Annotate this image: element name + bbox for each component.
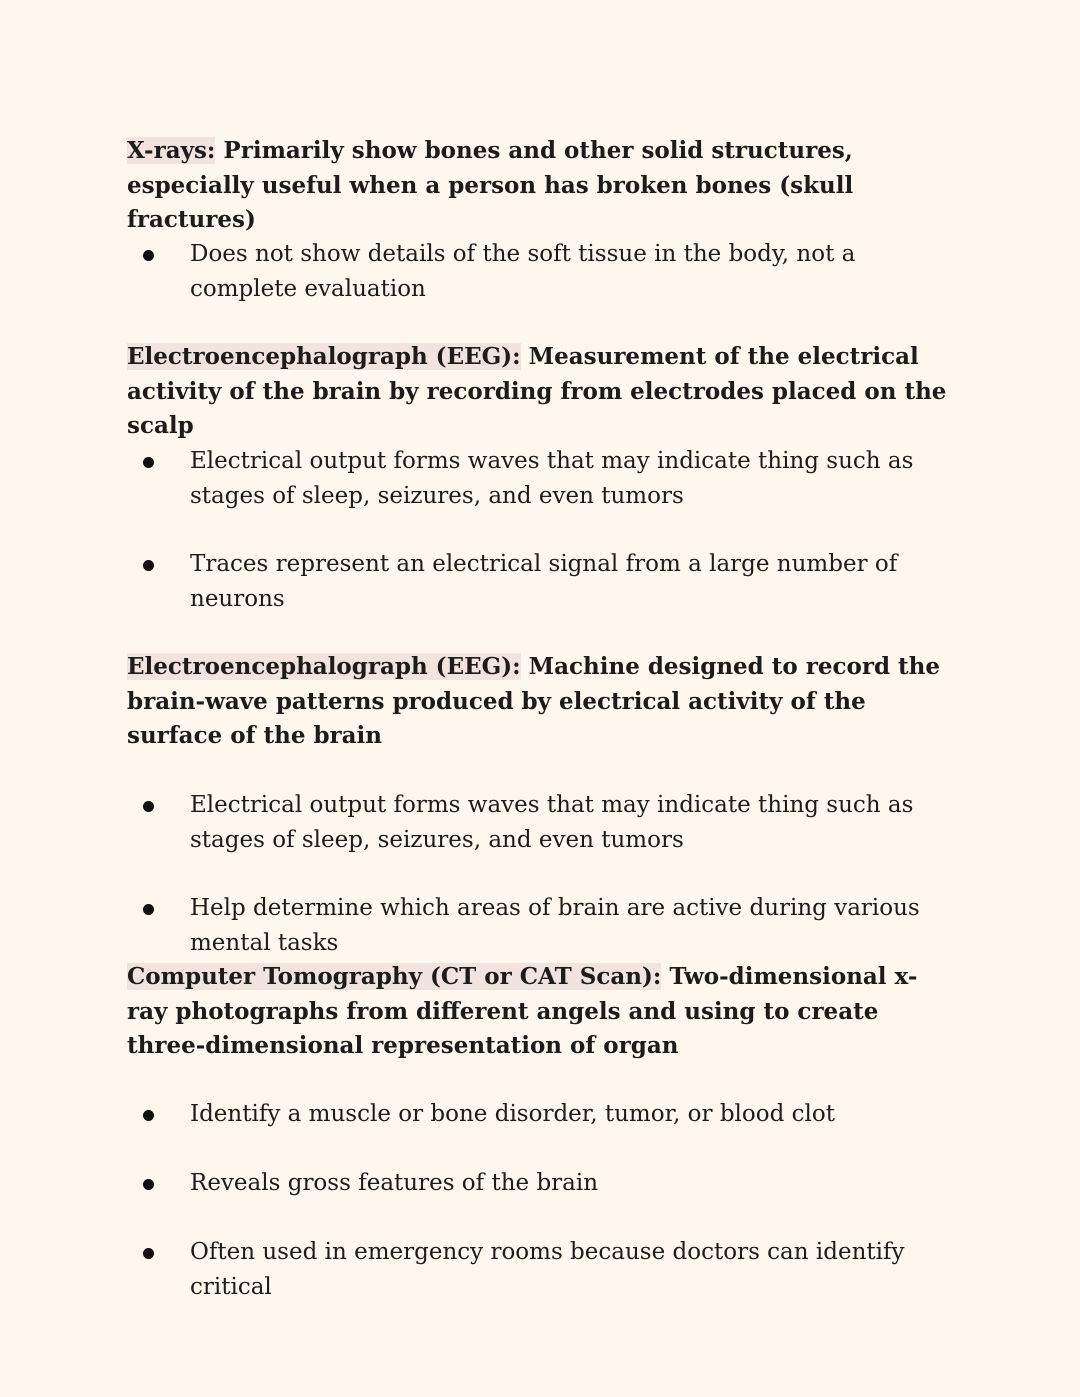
eeg-term: Electroencephalograph (EEG): xyxy=(127,653,521,680)
xrays-heading xyxy=(127,134,957,238)
eeg-machine-definition: Machine designed to record the brain-wave patterns produced by electrical activity of the surface of the brain xyxy=(127,653,941,749)
xrays-term: X-rays: xyxy=(127,137,216,164)
list-item-text: Reveals gross features of the brain xyxy=(190,1170,599,1196)
xrays-definition: Primarily show bones and other solid structures, especially useful when a person has broken bones (skull fractures) xyxy=(127,137,854,233)
bullet-icon xyxy=(143,1248,154,1259)
list-item-text: Help determine which areas of brain are active during various mental tasks xyxy=(190,895,920,956)
list-item-text: Often used in emergency rooms because doctors can identify critical xyxy=(190,1239,905,1300)
bullet-icon xyxy=(143,1179,154,1190)
bullet-icon xyxy=(143,904,154,915)
list-item-text: Traces represent an electrical signal from a large number of neurons xyxy=(190,551,898,612)
ct-scan-definition: Two-dimensional x-ray photographs from different angels and using to create three-dimensional representation of organ xyxy=(127,963,918,1059)
ct-scan-heading xyxy=(127,960,957,1064)
eeg-term: Electroencephalograph (EEG): xyxy=(127,343,521,370)
bullet-icon xyxy=(143,560,154,571)
bullet-icon xyxy=(143,801,154,812)
eeg-machine-heading xyxy=(127,650,957,754)
eeg-measurement-heading xyxy=(127,340,957,444)
bullet-icon xyxy=(143,457,154,468)
list-item-text: Electrical output forms waves that may indicate thing such as stages of sleep, seizures, and even tumors xyxy=(190,792,914,853)
list-item-text: Electrical output forms waves that may indicate thing such as stages of sleep, seizures, and even tumors xyxy=(190,448,914,509)
ct-scan-term: Computer Tomography (CT or CAT Scan): xyxy=(127,963,662,990)
list-item-text: Identify a muscle or bone disorder, tumor, or blood clot xyxy=(190,1101,835,1127)
list-item-text: Does not show details of the soft tissue in the body, not a complete evaluation xyxy=(190,241,856,302)
bullet-icon xyxy=(143,1110,154,1121)
bullet-icon xyxy=(143,250,154,261)
eeg-measurement-definition: Measurement of the electrical activity of the brain by recording from electrodes placed on the scalp xyxy=(127,343,947,439)
